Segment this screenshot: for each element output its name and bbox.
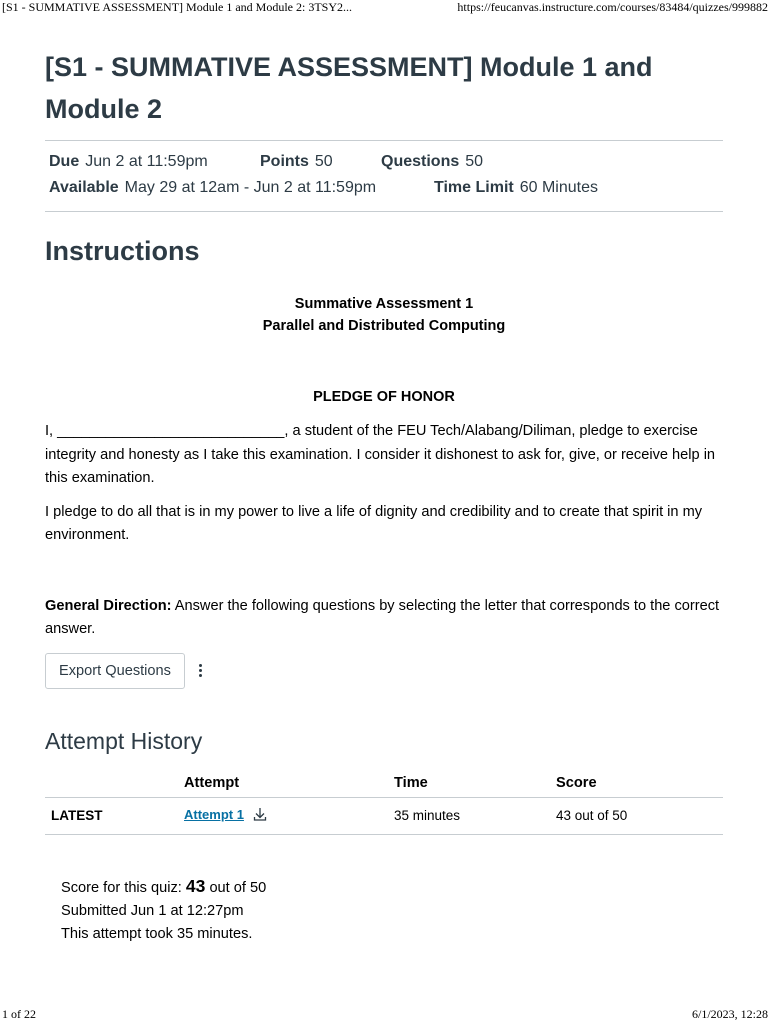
- export-questions-button[interactable]: Export Questions: [45, 653, 185, 689]
- table-row: [45, 797, 723, 834]
- print-header-title: [S1 - SUMMATIVE ASSESSMENT] Module 1 and Module 2: 3TSY2...: [2, 0, 353, 14]
- subtitle-line-2: Parallel and Distributed Computing: [262, 318, 506, 334]
- print-footer: [0, 1006, 768, 1022]
- column-header-score: Score: [556, 769, 723, 798]
- available-label: Available: [49, 179, 119, 196]
- attempt-table-header-row: [45, 769, 723, 798]
- assessment-subtitle: [45, 293, 723, 337]
- page-count: 1 of 22: [2, 1007, 36, 1021]
- score-value: 43: [185, 875, 206, 896]
- due-value: Jun 2 at 11:59pm: [85, 153, 208, 170]
- due-item: [49, 149, 260, 175]
- time-limit-value: 60 Minutes: [519, 179, 598, 196]
- instructions-heading: Instructions: [45, 236, 200, 266]
- attempt-summary: [61, 875, 723, 946]
- latest-label: LATEST: [45, 797, 184, 834]
- kebab-dot: [199, 674, 202, 677]
- duration-line: This attempt took 35 minutes.: [61, 925, 253, 942]
- score-suffix: out of 50: [205, 879, 267, 896]
- attempt-score: 43 out of 50: [556, 797, 723, 834]
- general-direction-label: General Direction:: [45, 597, 172, 614]
- submitted-line: Submitted Jun 1 at 12:27pm: [61, 902, 244, 919]
- questions-value: 50: [465, 153, 484, 170]
- kebab-menu-icon[interactable]: [193, 658, 209, 684]
- points-value: 50: [314, 153, 333, 170]
- quiz-details-row-1: [49, 149, 719, 175]
- print-header: [0, 0, 768, 16]
- attempt-time: 35 minutes: [394, 797, 556, 834]
- print-header-url: https://feucanvas.instructure.com/courses/83484/quizzes/999882: [457, 0, 768, 14]
- general-direction-text: Answer the following questions by selecting the letter that corresponds to the correct answer.: [45, 597, 720, 637]
- column-header-attempt: Attempt: [184, 769, 394, 798]
- pledge-paragraph-2: I pledge to do all that is in my power to live a life of dignity and credibility and to create that spirit in my environment.: [45, 503, 703, 543]
- print-date: 6/1/2023, 12:28: [691, 1007, 768, 1021]
- score-prefix: Score for this quiz:: [61, 879, 186, 896]
- pledge-heading: PLEDGE OF HONOR: [313, 389, 455, 405]
- general-direction: [45, 595, 723, 642]
- time-limit-item: [434, 175, 598, 201]
- quiz-actions: [45, 653, 723, 689]
- available-value: May 29 at 12am - Jun 2 at 11:59pm: [124, 179, 377, 196]
- subtitle-line-1: Summative Assessment 1: [294, 296, 474, 312]
- attempt-link[interactable]: Attempt 1: [184, 807, 244, 823]
- column-header-blank: [45, 769, 184, 798]
- points-item: [260, 149, 381, 175]
- due-label: Due: [49, 153, 80, 170]
- points-label: Points: [260, 153, 309, 170]
- quiz-score-line: [61, 875, 723, 900]
- quiz-title: [S1 - SUMMATIVE ASSESSMENT] Module 1 and Module 2: [45, 52, 653, 124]
- quiz-details-row-2: [49, 175, 719, 201]
- kebab-dot: [199, 664, 202, 667]
- pledge-paragraph-1: I, ____________________________, a student of the FEU Tech/Alabang/Diliman, pledge to exercise integrity and honesty as I take this examination. I consider it dishonest to ask for, give, or receive help in this examination.: [45, 423, 716, 486]
- quiz-details: [45, 140, 723, 212]
- column-header-time: Time: [394, 769, 556, 798]
- available-item: [49, 175, 434, 201]
- questions-label: Questions: [381, 153, 460, 170]
- download-icon[interactable]: [252, 806, 268, 825]
- kebab-dot: [199, 669, 202, 672]
- time-limit-label: Time Limit: [434, 179, 514, 196]
- quiz-content: [45, 46, 723, 946]
- questions-item: [381, 149, 483, 175]
- attempt-history-table: [45, 769, 723, 835]
- attempt-cell: [184, 797, 394, 834]
- attempt-history-heading: Attempt History: [45, 727, 203, 754]
